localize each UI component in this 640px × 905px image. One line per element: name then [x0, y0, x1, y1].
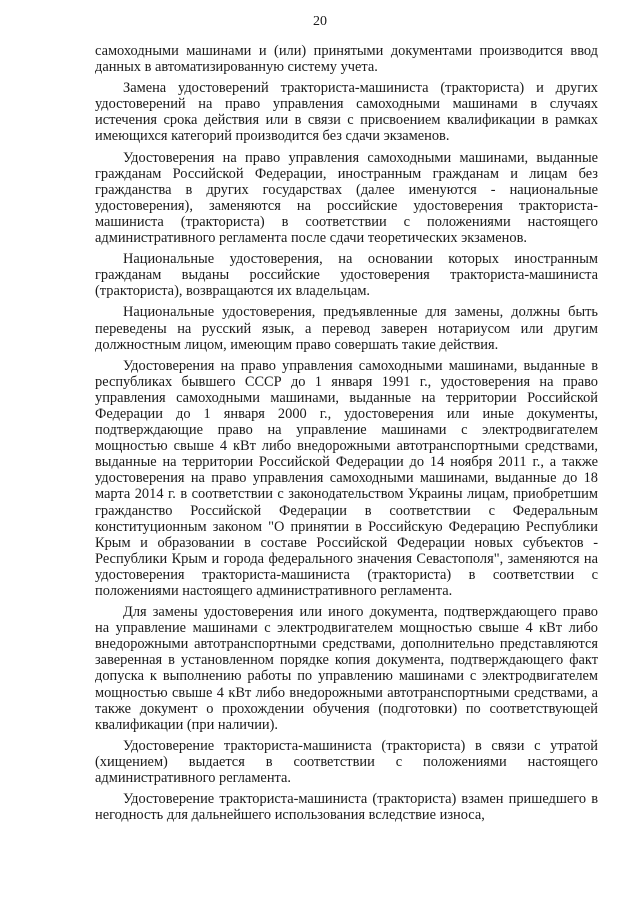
- paragraph-worn-license: Удостоверение тракториста-машиниста (тракториста) взамен пришедшего в негодность для дальнейшего использования вследствие износа,: [95, 791, 598, 824]
- paragraph-translation-requirement: Национальные удостоверения, предъявленные для замены, должны быть переведены на русский язык, а перевод заверен нотариусом или другим должностным лицом, имеющим право совершать такие действия.: [95, 304, 598, 353]
- paragraph-license-replacement-expiry: Замена удостоверений тракториста-машиниста (тракториста) и других удостоверений на право управления самоходными машинами в случаях истечения срока действия или в связи с присвоением квалификации в рамках имеющихся категорий производится без сдачи экзаменов.: [95, 80, 598, 145]
- paragraph-national-licenses-return: Национальные удостоверения, на основании которых иностранным гражданам выданы российские удостоверения тракториста-машиниста (тракториста), возвращаются их владельцам.: [95, 251, 598, 300]
- paragraph-national-licenses: Удостоверения на право управления самоходными машинами, выданные гражданам Российской Федерации, иностранным гражданам и лицам без гражданства в других государствах (далее именуются - национальные удостоверения), заменяются на российские удостоверения тракториста-машиниста (тракториста) в соответствии с положениями настоящего административного регламента после сдачи теоретических экзаменов.: [95, 149, 598, 247]
- paragraph-lost-license: Удостоверение тракториста-машиниста (тракториста) в связи с утратой (хищением) выдается в соответствии с положениями настоящего административного регламента.: [95, 737, 598, 787]
- paragraph-continuation: самоходными машинами и (или) принятыми документами производится ввод данных в автоматизированную систему учета.: [95, 43, 598, 76]
- paragraph-former-ussr-licenses: Удостоверения на право управления самоходными машинами, выданные в республиках бывшего СССР до 1 января 1991 г., удостоверения на право управления самоходными машинами, выданные на территории Российской Федерации до 1 января 2000 г., удостоверения или иные документы, подтверждающие право на управление машинами с электродвигателем мощностью свыше 4 кВт либо внедорожными автотранспортными средствами, выданные на территории Российской Федерации до 14 ноября 2011 г., а также удостоверения на право управления самоходными машинами, выданные до 18 марта 2014 г. в соответствии с законодательством Украины лицам, приобретшим гражданство Российской Федерации в соответствии с Федеральным конституционным законом "О принятии в Российскую Федерацию Республики Крым и образовании в составе Российской Федерации новых субъектов - Республики Крым и города федерального значения Севастополя", заменяются на удостоверения тракториста-машиниста (тракториста) в соответствии с положениями настоящего административного регламента.: [95, 357, 598, 599]
- page-number: 20: [313, 14, 327, 29]
- paragraph-electric-motor-documents: Для замены удостоверения или иного документа, подтверждающего право на управление машинами с электродвигателем мощностью свыше 4 кВт либо внедорожными автотранспортными средствами, дополнительно представляются заверенная в установленном порядке копия документа, подтверждающего факт допуска к выполнению работы по управлению машинами с электродвигателем мощностью свыше 4 кВт либо внедорожными автотранспортными средствами, а также документ о прохождении обучения (подготовки) по соответствующей квалификации (при наличии).: [95, 604, 598, 733]
- document-body: [95, 43, 598, 828]
